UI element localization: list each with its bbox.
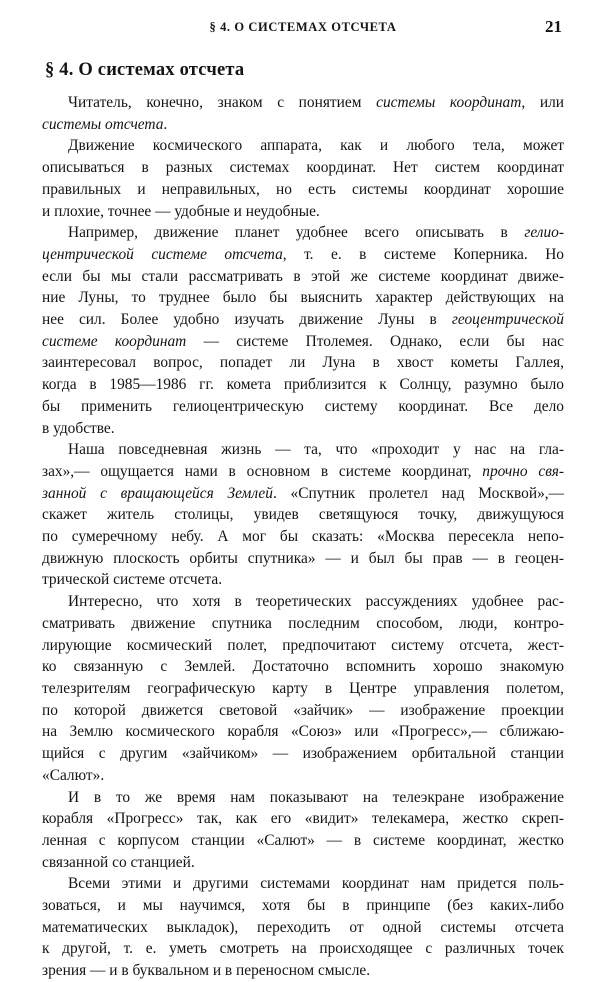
text-run: ленная с корпусом станции «Салют» — в системе координат, жестко (42, 831, 564, 849)
paragraph (42, 92, 564, 135)
text-run: если бы мы стали рассматривать в этой же системе координат движе- (42, 267, 564, 285)
text-run: заинтересовал вопрос, попадет ли Луна в хвост кометы Галлея, (42, 354, 564, 372)
italic-term: системы координат (376, 94, 522, 111)
paragraph (42, 135, 564, 222)
text-line (42, 157, 564, 179)
text-run: . (163, 115, 168, 133)
italic-term: занной с вращающейся Землей (42, 484, 273, 502)
text-run: Читатель, конечно, знаком с понятием (68, 94, 377, 111)
italic-term: центрической системе отсчета (42, 245, 283, 263)
text-line (42, 938, 564, 960)
text-run: ко связанную с Землей. Достаточно вспомнить хорошо знакомую (42, 658, 564, 676)
text-run: к другой, т. е. уметь смотреть на происходящее с различных точек (42, 940, 564, 958)
italic-term: геоцентрической (451, 311, 564, 329)
text-line (42, 635, 564, 657)
text-run: когда в 1985—1986 гг. комета приблизится к Солнцу, разумно было (42, 376, 564, 394)
text-run: лирующие космический полет, предпочитают систему отсчета, жест- (42, 636, 564, 654)
text-line (42, 895, 564, 917)
text-line (42, 287, 564, 309)
text-line (42, 678, 564, 700)
page-number: 21 (545, 17, 562, 36)
text-line (42, 439, 564, 461)
text-line (42, 504, 564, 526)
text-run: корабля «Прогресс» так, как его «видит» телекамера, жестко скреп- (42, 810, 564, 828)
text-line (42, 179, 564, 201)
text-line (42, 548, 564, 570)
text-run: И в то же время нам показывают на телеэкране изображение (68, 788, 564, 806)
text-line (42, 656, 564, 678)
text-run: — системе Птолемея. Однако, если бы нас (186, 332, 564, 350)
text-run: , или (521, 94, 564, 111)
text-line (42, 808, 564, 830)
text-run: математических выкладок), переходить от одной системы отсчета (42, 918, 564, 936)
text-run: , т. е. в системе Коперника. Но (282, 245, 565, 263)
text-run: зрения — и в буквальном и в переносном смысле. (42, 962, 371, 980)
text-line (42, 374, 564, 396)
text-run: сматривать движение спутника последним способом, люди, контро- (42, 614, 564, 632)
text-run: Например, движение планет удобнее всего описывать в (68, 224, 525, 242)
text-line (42, 787, 564, 809)
text-line (42, 591, 564, 613)
text-line (42, 765, 564, 787)
text-run: телезрителям географическую карту в Центре управления полетом, (42, 679, 564, 697)
paragraph (42, 873, 564, 982)
text-run: нее сил. Более удобно изучать движение Луны в (42, 311, 452, 329)
text-line (42, 396, 564, 418)
text-run: бы применить гелиоцентрическую систему координат. Все дело (42, 397, 564, 415)
text-line (42, 873, 564, 895)
text-run: связанной со станцией. (42, 853, 195, 871)
paragraph (42, 222, 564, 439)
text-run: правильных и неправильных, но есть системы координат хорошие (42, 180, 564, 198)
text-line (42, 266, 564, 288)
text-line (42, 917, 564, 939)
text-run: по сумеречному небу. А мог бы сказать: «Москва пересекла непо- (42, 528, 564, 546)
text-run: Наша повседневная жизнь — та, что «проходит у нас на гла- (68, 441, 564, 459)
text-run: ние Луны, то труднее было бы выяснить характер действующих на (42, 289, 564, 307)
paragraph (42, 591, 564, 786)
running-header (42, 0, 564, 40)
text-run: . «Спутник пролетел над Москвой»,— (272, 484, 564, 502)
text-line (42, 526, 564, 548)
text-run: трической системе отсчета. (42, 571, 223, 589)
italic-term: системы отсчета (42, 115, 164, 133)
text-line (42, 222, 564, 244)
text-run: описываться в разных системах координат. Нет систем координат (42, 159, 564, 177)
italic-term: прочно свя- (482, 462, 564, 480)
text-line (42, 960, 564, 982)
text-run: на Землю космического корабля «Союз» или «Прогресс»,— сближаю- (42, 723, 564, 741)
text-run: по которой движется световой «зайчик» — изображение проекции (42, 701, 564, 719)
text-line (42, 201, 564, 223)
text-line (42, 700, 564, 722)
text-run: Движение космического аппарата, как и любого тела, может (68, 137, 564, 155)
paragraph (42, 787, 564, 874)
text-line (42, 830, 564, 852)
italic-term: системе координат (42, 332, 187, 350)
text-line (42, 309, 564, 331)
italic-term: гелио- (524, 224, 564, 242)
text-run: щийся с другим «зайчиком» — изображением орбитальной станции (42, 745, 564, 763)
text-run: и плохие, точнее — удобные и неудобные. (42, 202, 320, 220)
text-run: движную плоскость орбиты спутника» — и был бы прав — в геоцен- (42, 549, 564, 567)
text-line (42, 461, 564, 483)
text-line (42, 352, 564, 374)
text-run: зах»,— ощущается нами в основном в системе координат, (42, 462, 483, 480)
text-run: «Салют». (42, 766, 105, 784)
text-line (42, 852, 564, 874)
text-line (42, 569, 564, 591)
text-line (42, 92, 564, 114)
text-line (42, 483, 564, 505)
text-run: скажет житель столицы, увидев светящуюся точку, движущуюся (42, 506, 564, 524)
text-line (42, 244, 564, 266)
running-title: § 4. О СИСТЕМАХ ОТСЧЕТА (209, 20, 397, 34)
text-run: в удобстве. (42, 419, 115, 437)
text-line (42, 331, 564, 353)
text-line (42, 114, 564, 136)
section-heading: § 4. О системах отсчета (45, 60, 245, 80)
text-line (42, 613, 564, 635)
text-line (42, 135, 564, 157)
text-line (42, 743, 564, 765)
text-line (42, 721, 564, 743)
paragraph (42, 439, 564, 591)
body-text (42, 92, 564, 982)
text-run: Всеми этими и другими системами координат нам придется поль- (68, 875, 564, 893)
text-run: Интересно, что хотя в теоретических рассуждениях удобнее рас- (68, 593, 564, 611)
text-line (42, 418, 564, 440)
text-run: зоваться, и мы научимся, хотя бы в принципе (без каких-либо (42, 897, 564, 915)
